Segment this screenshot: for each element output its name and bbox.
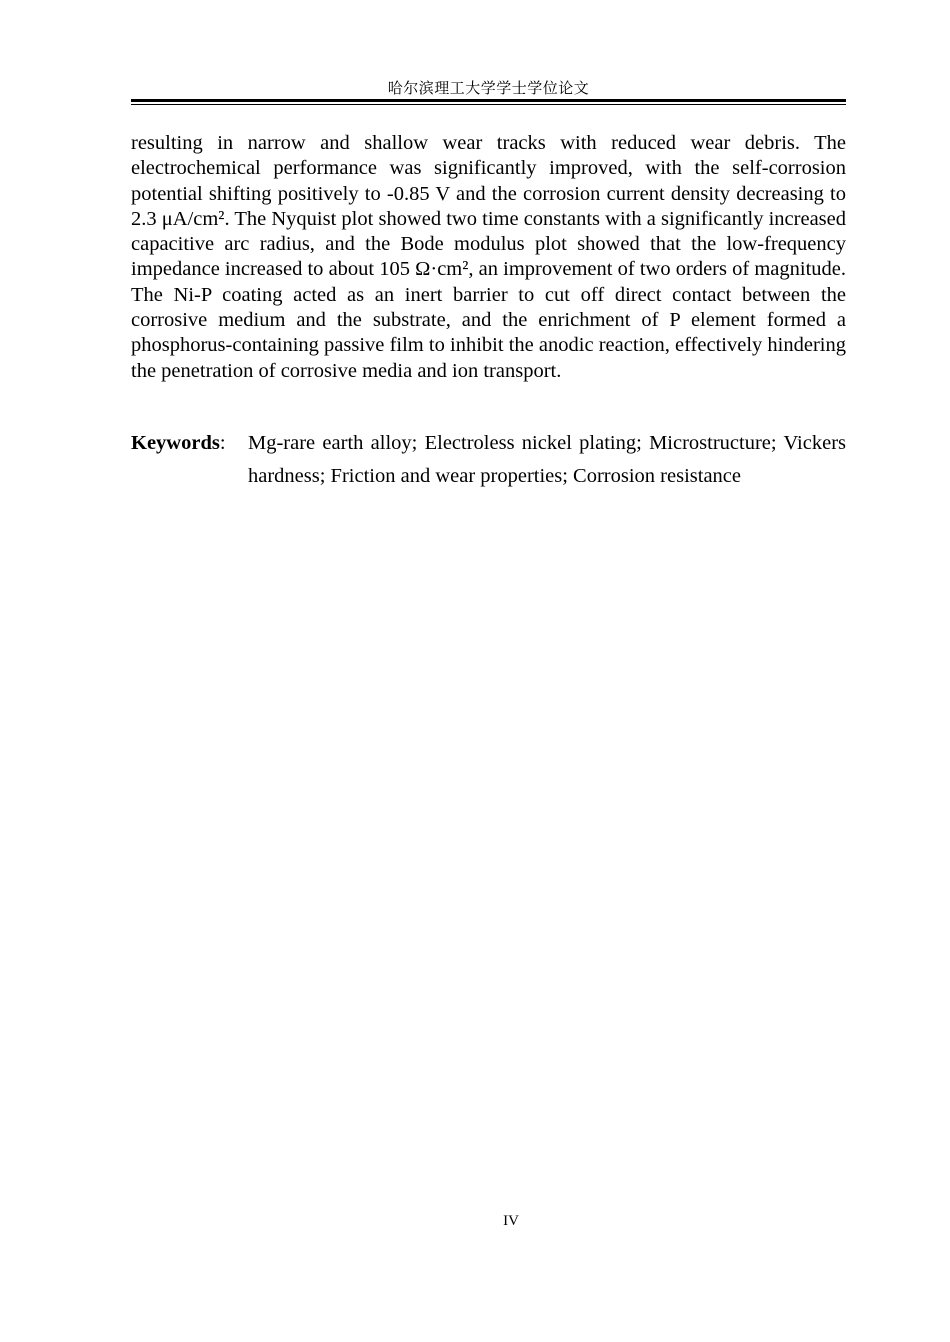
- page-number: IV: [503, 1213, 519, 1229]
- keywords-label-group: [131, 427, 248, 460]
- header-rule-thin: [131, 104, 846, 105]
- header-rule-thick: [131, 99, 846, 102]
- keywords-list: Mg-rare earth alloy; Electroless nickel plating; Microstructure; Vickers hardness; Friction and wear properties; Corrosion resistance: [248, 432, 846, 487]
- page-header-title: 哈尔滨理工大学学士学位论文: [387, 79, 590, 97]
- abstract-paragraph: resulting in narrow and shallow wear tracks with reduced wear debris. The electrochemical performance was significantly improved, with the self-corrosion potential shifting positively to -0.85 V and the corrosion current density decreasing to 2.3 μA/cm². The Nyquist plot showed two time constants with a significantly increased capacitive arc radius, and the Bode modulus plot showed that the low-frequency impedance increased to about 105 Ω·cm², an improvement of two orders of magnitude. The Ni-P coating acted as an inert barrier to cut off direct contact between the corrosive medium and the substrate, and the enrichment of P element formed a phosphorus-containing passive film to inhibit the anodic reaction, effectively hindering the penetration of corrosive media and ion transport.: [131, 132, 846, 382]
- keywords-label: Keywords: [131, 432, 220, 454]
- keywords-section: [131, 427, 846, 493]
- keywords-separator: :: [219, 432, 226, 454]
